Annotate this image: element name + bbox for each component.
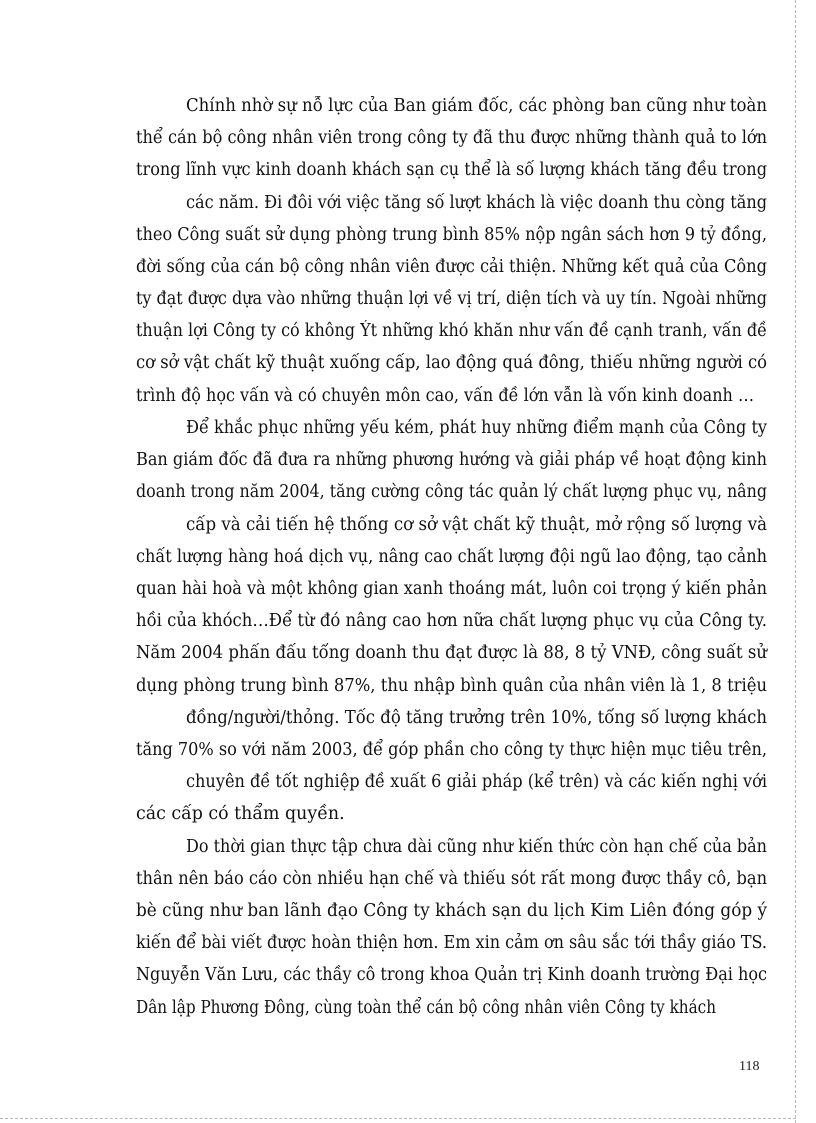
text-line-26: bè cũng như ban lãnh đạo Công ty khách sạn du lịch Kim Liên đóng góp ý bbox=[136, 901, 768, 921]
text-line-11: Để khắc phục những yếu kém, phát huy những điểm mạnh của Công ty bbox=[186, 418, 768, 438]
page-border-bottom bbox=[0, 1118, 796, 1119]
text-line-16: quan hài hoà và một không gian xanh thoáng mát, luôn coi trọng ý kiến phản bbox=[136, 579, 767, 599]
text-line-19: dụng phòng trung bình 87%, thu nhập bình quân của nhân viên là 1, 8 triệu bbox=[136, 676, 768, 696]
text-line-3: trong lĩnh vực kinh doanh khách sạn cụ thể là số lượng khách tăng đều trong bbox=[136, 160, 768, 180]
text-line-1: Chính nhờ sự nỗ lực của Ban giám đốc, các phòng ban cũng như toàn bbox=[186, 96, 767, 116]
page-border-right bbox=[795, 0, 796, 1123]
text-line-21: tăng 70% so với năm 2003, để góp phần cho công ty thực hiện mục tiêu trên, bbox=[136, 740, 767, 760]
text-line-17: hồi của khóch…Để từ đó nâng cao hơn nữa chất lượng phục vụ của Công ty. bbox=[136, 611, 767, 631]
text-line-5: theo Công suất sử dụng phòng trung bình 85% nộp ngân sách hơn 9 tỷ đồng, bbox=[136, 225, 767, 245]
text-line-9: cơ sở vật chất kỹ thuật xuống cấp, lao động quá đông, thiếu những người có bbox=[136, 353, 768, 373]
text-line-29: Dân lập Phương Đông, cùng toàn thể cán bộ công nhân viên Công ty khách bbox=[136, 998, 716, 1018]
text-line-2: thể cán bộ công nhân viên trong công ty đã thu được những thành quả to lớn bbox=[136, 128, 768, 148]
text-line-4: các năm. Đi đôi với việc tăng số lượt khách là việc doanh thu còng tăng bbox=[186, 193, 768, 213]
text-line-12: Ban giám đốc đã đưa ra những phương hướng và giải pháp về hoạt động kinh bbox=[136, 450, 767, 470]
text-line-7: ty đạt được dựa vào những thuận lợi về vị trí, diện tích và uy tín. Ngoài những bbox=[136, 289, 768, 309]
text-line-25: thân nên báo cáo còn nhiều hạn chế và thiếu sót rất mong được thầy cô, bạn bbox=[136, 869, 768, 889]
text-line-8: thuận lợi Công ty có không Ýt những khó khăn như vấn đề cạnh tranh, vấn đề bbox=[136, 321, 767, 341]
text-line-28: Nguyễn Văn Lưu, các thầy cô trong khoa Quản trị Kinh doanh trường Đại học bbox=[136, 965, 768, 985]
text-line-13: doanh trong năm 2004, tăng cường công tác quản lý chất lượng phục vụ, nâng bbox=[136, 482, 767, 502]
text-line-6: đời sống của cán bộ công nhân viên được cải thiện. Những kết quả của Công bbox=[136, 257, 767, 277]
text-line-14: cấp và cải tiến hệ thống cơ sở vật chất kỹ thuật, mở rộng số lượng và bbox=[186, 515, 767, 535]
page-number: 118 bbox=[739, 1059, 760, 1074]
text-line-10: trình độ học vấn và có chuyên môn cao, vấn đề lớn vẫn là vốn kinh doanh … bbox=[136, 386, 755, 406]
text-line-23: các cấp có thẩm quyền. bbox=[136, 804, 345, 824]
text-line-18: Năm 2004 phấn đấu tổng doanh thu đạt được là 88, 8 tỷ VNĐ, công suất sử bbox=[136, 643, 768, 663]
text-line-15: chất lượng hàng hoá dịch vụ, nâng cao chất lượng đội ngũ lao động, tạo cảnh bbox=[136, 547, 767, 567]
text-line-20: đồng/người/thỏng. Tốc độ tăng trưởng trên 10%, tổng số lượng khách bbox=[186, 708, 768, 728]
text-line-27: kiến để bài viết được hoàn thiện hơn. Em xin cảm ơn sâu sắc tới thầy giáo TS. bbox=[136, 933, 768, 953]
text-line-24: Do thời gian thực tập chưa dài cũng như kiến thức còn hạn chế của bản bbox=[186, 837, 768, 857]
text-line-22: chuyên đề tốt nghiệp đề xuất 6 giải pháp (kể trên) và các kiến nghị với bbox=[186, 772, 768, 792]
